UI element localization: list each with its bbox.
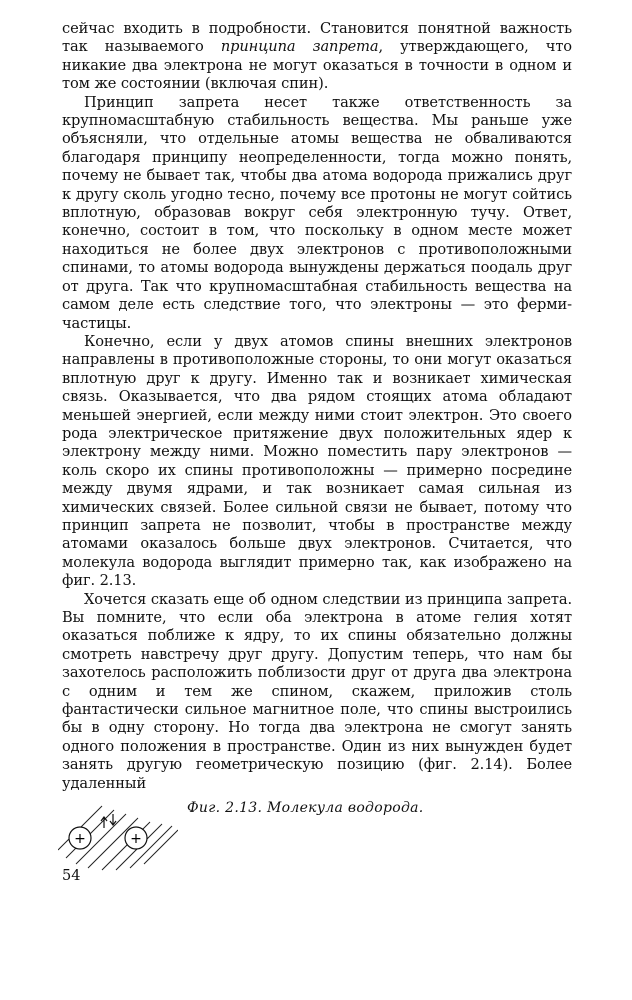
text-run: сейчас входить в подробности. Становится понятной важность так называемого xyxy=(62,20,572,56)
figure-caption-text: Молекула водорода. xyxy=(267,800,424,816)
text-run: , утверждающего, что никакие два электрона не могут оказаться в точности в одном и том же состоянии (включая спин). xyxy=(62,38,572,93)
text-run: Конечно, если у двух атомов спины внешних электронов направлены в противоположные стороны, то они могут оказаться вплотную друг к другу. Именно так и возникает химическая связь. Оказывается, что два рядом стоящих атома обладают меньшей энергией, если между ними стоит электрон. Это своего рода электрическое притяжение двух положительных ядер к электрону между ними. Можно поместить пару электронов — коль скоро их спины противоположны — примерно посредине между двумя ядрами, и так возникает самая сильная из химических связей. Более сильной связи не бывает, потому что принцип запрета не позволит, чтобы в пространстве между атомами оказалось больше двух электронов. Считается, что молекула водорода выглядит примерно так, как изображено на фиг. 2.13. xyxy=(62,332,572,590)
paragraph xyxy=(62,94,572,333)
figure-hydrogen-molecule xyxy=(58,792,178,872)
figure-caption-label: Фиг. 2.13. xyxy=(187,800,263,816)
italic-term: принципа запрета xyxy=(220,38,379,56)
text-run: Хочется сказать еще об одном следствии из принципа запрета. Вы помните, что если оба электрона в атоме гелия хотят оказаться поближе к ядру, то их спины обязательно должны смотреть навстречу друг другу. Допустим теперь, что нам бы захотелось расположить поблизости друг от друга два электрона с одним и тем же спином, скажем, приложив столь фантастически сильное магнитное поле, что спины выстроились бы в одну сторону. Но тогда два электрона не смогут занять одного положения в пространстве. Один из них вынужден будет занять другую геометрическую позицию (фиг. 2.14). Более удаленный xyxy=(62,590,572,792)
right-nucleus-plus: + xyxy=(130,831,142,847)
paragraph xyxy=(62,20,572,94)
text-run: Принцип запрета несет также ответственность за крупномасштабную стабильность вещества. Мы раньше уже объясняли, что отдельные атомы вещества не обваливаются благодаря принципу неопределенности, тогда можно понять, почему не бывает так, чтобы два атома водорода прижались друг к другу сколь угодно тесно, почему все протоны не могут сойтись вплотную, образовав вокруг себя электронную тучу. Ответ, конечно, состоит в том, что поскольку в одном месте может находиться не более двух электронов с противоположными спинами, то атомы водорода вынуждены держаться поодаль друг от друга. Так что крупномасштабная стабильность вещества на самом деле есть следствие того, что электроны — это ферми-частицы. xyxy=(62,93,572,332)
paragraph xyxy=(62,591,572,793)
page-number: 54 xyxy=(62,868,81,884)
left-nucleus-plus: + xyxy=(74,831,86,847)
body-text xyxy=(62,20,572,793)
figure-caption xyxy=(187,800,424,816)
paragraph xyxy=(62,333,572,591)
